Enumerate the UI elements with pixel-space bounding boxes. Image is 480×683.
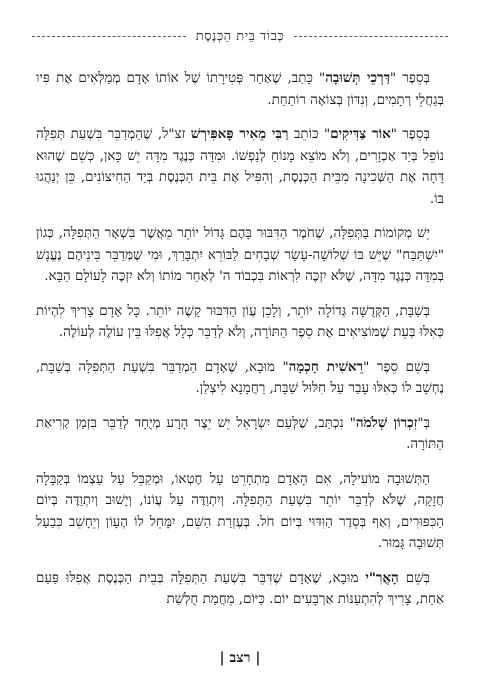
bold-citation: דַּרְכֵי תְּשׁוּבָה (325, 70, 391, 86)
paragraph (36, 68, 444, 111)
text-run: " נִכְתַּב, שֶׁלְּעַם יִשְׂרָאֵל יֵשׁ יֵצֶר הָרָע מְיֻחָד לְדַבֵּר בִּזְמַן קְרִיאַת הַתּוֹרָה. (36, 415, 444, 452)
paragraph (36, 223, 444, 288)
text-run: בְּסֵפֶר " (390, 71, 430, 86)
header-rule-left (32, 36, 186, 37)
text-run: בְּ" (417, 415, 430, 431)
bold-citation: אוֹר צַדִּיקִים (330, 126, 391, 142)
text-run: יֵשׁ מְקוֹמוֹת בַּתְּפִלָּה, שֶׁחֹמֶר הַדִּבּוּר בָּהֶם גָּדוֹל יוֹתֵר מֵאֲשֶׁר בִּשְׁאָר הַתְּפִלָּה, כְּגוֹן "יִשְׁתַּבַּח" שֶׁיֵּשׁ בּוֹ שְׁלוֹשָׁה-עָשָׂר שְׁבָחִים לַבּוֹרֵא יִתְבָּרַךְ, וּמִי שֶׁמְּדַבֵּר בֵּינֵיהֶם נֶעֱנָשׁ בְּמִדָּה כְּנֶגֶד מִדָּה, שֶׁלֹּא יִזְכֶּה לִרְאוֹת בִּכְבוֹד ה' לְאַחַר מוֹתוֹ וְלֹא יִזְכֶּה לָעוֹלָם הַבָּא. (36, 226, 444, 284)
text-run: זצ"ל, שֶׁהַמְדַבֵּר בִּשְׁעַת תְּפִלָּה נוֹפֵל בְּיַד אַכְזָרִים, וְלֹא מוֹצֵא מָנוֹחַ לְנַפְשׁוֹ. וּמִדָּה כְּנֶגֶד מִדָּה יֵשׁ כָּאן, כְּשֵׁם שֶׁהוּא דָּחָה אֶת הַשְּׁכִינָה מִבֵּית הַכְּנֶסֶת, וְהִפִּיל אֶת בֵּית הַכְּנֶסֶת בְּיַד הַחִיצוֹנִים, כֵּן יְנַהֲגוּ בּוֹ. (36, 127, 444, 207)
paragraph (36, 124, 444, 210)
text-run: " מוּבָא, שֶׁאָדָם הַמְדַבֵּר בִּשְׁעַת הַתְּפִלָּה בְּשַׁבָּת, נֶחְשָׁב לוֹ כְּאִלּוּ עָבַר עַל חִלּוּל שַׁבָּת, רַחֲמָנָא לִיצְלַן. (36, 359, 444, 396)
bold-citation: הָאֲרִ"י (365, 569, 399, 586)
text-run: " כָּתַב, שֶׁאַחַר פְּטִירָתוֹ שֶׁל אוֹתוֹ אָדָם מְמַלְּאִים אֶת פִּיו בְּגַחֲלֵי רְתָמִים, וְנִדּוֹן בְּצוֹאָה רוֹתַחַת. (36, 71, 444, 108)
header-rule-right (294, 36, 448, 37)
bold-citation: רֵאשִׁית חָכְמָה (288, 358, 364, 375)
paragraph (36, 301, 444, 344)
text-run: " כּוֹתֵב (288, 127, 331, 142)
text-run: בְּשֵׁם סֵפֶר " (363, 359, 430, 375)
paragraph (36, 357, 444, 400)
page-number: | רצב | (219, 650, 261, 666)
running-header (32, 26, 448, 46)
bold-citation: רַבִּי מֵאִיר פָּאפִּירְשׁ (190, 126, 289, 142)
paragraph (36, 469, 444, 555)
header-title: כְּבוֹד בֵּית הַכְּנֶסֶת (195, 29, 285, 44)
text-run: מוּבָא, שֶׁאָדָם שֶׁדִּבֵּר בִּשְׁעַת הַתְּפִלָּה בְּבֵית הַכְּנֶסֶת אֲפִלּוּ פַּעַם אַחַת, צָרִיךְ לְהִתְעַנּוֹת אַרְבָּעִים יוֹם. כַּיּוֹם, מֵחֲמַת חֻלְשַׁת (36, 570, 444, 607)
text-run: הַתְּשׁוּבָה מוֹעִילָה, אִם הָאָדָם מִתְחָרֵט עַל חֶטְאוֹ, וּמְקַבֵּל עַל עַצְמוֹ בְּקַבָּלָה חֲזָקָה, שֶׁלֹּא לְדַבֵּר יוֹתֵר בִּשְׁעַת הַתְּפִלָּה. וְיִתְוַדֶּה עַל עֲוֹנוֹ, וְיָשׁוּב וְיִתְוַדֶּה בְּיוֹם הַכִּפּוּרִים, וְאַף בְּסֵדֶר הַוִּדּוּי בְּיוֹם חֹל. בְּעֶזְרַת הַשֵּׁם, יִמָּחֵל לוֹ הֶעָוֹן וְיֵחָשֵׁב כִּבַעַל תְּשׁוּבָה גָּמוּר. (36, 471, 444, 551)
text-run: בְּשֵׁם (398, 570, 431, 586)
paragraph (36, 413, 444, 456)
page-body (36, 68, 444, 628)
paragraph (36, 568, 444, 611)
text-run: בְּשַׁבָּת, הַקְּדֻשָּׁה גְּדוֹלָה יוֹתֵר, וְלָכֵן עֲוֹן הַדִּבּוּר קָשֶׁה יוֹתֵר. כָּל אָדָם צָרִיךְ לִהְיוֹת כְּאִלּוּ בְּעֵת שֶׁמּוֹצִיאִים אֶת סֵפֶר הַתּוֹרָה, וְלֹא לְדַבֵּר כְּלָל אֲפִלּוּ בֵּין עוֹלֶה לְעוֹלֶה. (36, 303, 444, 340)
bold-citation: זִכְרוֹן שְׁלֹמֹה (355, 414, 418, 431)
text-run: בְּסֵפֶר " (390, 127, 430, 142)
